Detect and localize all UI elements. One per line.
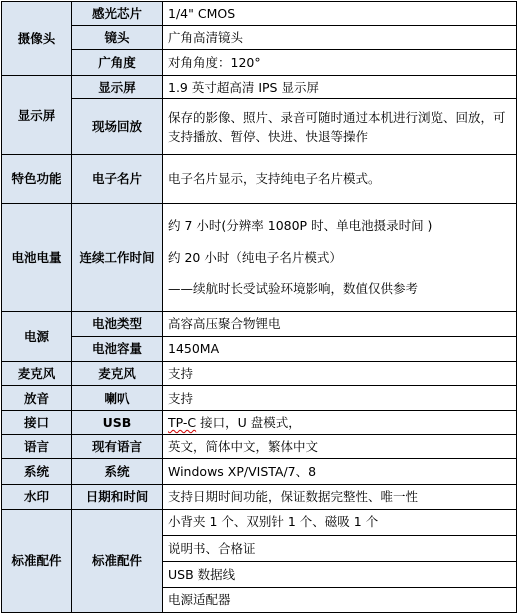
work-time-line-1: 约 7 小时(分辨率 1080P 时、单电池摄录时间 ) <box>168 218 433 234</box>
value-system: Windows XP/VISTA/7、8 <box>163 459 517 484</box>
value-languages: 英文，简体中文，繁体中文 <box>163 435 517 459</box>
category-accessories: 标准配件 <box>2 509 72 612</box>
value-datetime: 支持日期时间功能，保证数据完整性、唯一性 <box>163 484 517 509</box>
category-port: 接口 <box>2 411 72 435</box>
label-angle: 广角度 <box>72 50 163 76</box>
value-battery-type: 高容高压聚合物锂电 <box>163 311 517 336</box>
table-row <box>2 203 517 311</box>
label-mic: 麦克风 <box>72 362 163 386</box>
category-battery: 电池电量 <box>2 203 72 311</box>
table-row <box>2 509 517 535</box>
label-languages: 现有语言 <box>72 435 163 459</box>
table-row <box>2 337 517 362</box>
category-audio: 放音 <box>2 386 72 411</box>
value-work-time <box>163 203 517 311</box>
spec-table <box>1 1 517 613</box>
table-row <box>2 459 517 484</box>
value-usb <box>163 411 517 435</box>
label-sensor: 感光芯片 <box>72 2 163 26</box>
label-business-card: 电子名片 <box>72 155 163 203</box>
label-work-time: 连续工作时间 <box>72 203 163 311</box>
label-usb: USB <box>72 411 163 435</box>
table-row <box>2 484 517 509</box>
table-row <box>2 311 517 336</box>
value-sensor: 1/4" CMOS <box>163 2 517 26</box>
value-accessory-1: 小背夹 1 个、双别针 1 个、磁吸 1 个 <box>163 509 517 535</box>
label-battery-type: 电池类型 <box>72 311 163 336</box>
value-mic: 支持 <box>163 362 517 386</box>
table-row <box>2 2 517 26</box>
value-speaker: 支持 <box>163 386 517 411</box>
category-camera: 摄像头 <box>2 2 72 76</box>
label-playback: 现场回放 <box>72 99 163 155</box>
category-power: 电源 <box>2 311 72 361</box>
value-accessory-3: USB 数据线 <box>163 561 517 587</box>
label-display: 显示屏 <box>72 76 163 99</box>
value-usb-rest: 接口，U 盘模式， <box>196 415 301 431</box>
label-battery-capacity: 电池容量 <box>72 337 163 362</box>
table-row <box>2 50 517 76</box>
value-display: 1.9 英寸超高清 IPS 显示屏 <box>163 76 517 99</box>
table-row <box>2 411 517 435</box>
value-usb-type: TP-C <box>168 415 197 431</box>
value-playback: 保存的影像、照片、录音可随时通过本机进行浏览、回放，可支持播放、暂停、快进、快退等操作 <box>163 99 517 155</box>
category-mic: 麦克风 <box>2 362 72 386</box>
value-accessory-4: 电源适配器 <box>163 587 517 612</box>
table-row <box>2 76 517 99</box>
table-row <box>2 362 517 386</box>
work-time-line-2: 约 20 小时（纯电子名片模式） <box>168 249 342 265</box>
category-watermark: 水印 <box>2 484 72 509</box>
value-lens: 广角高清镜头 <box>163 26 517 50</box>
table-row <box>2 386 517 411</box>
value-business-card: 电子名片显示，支持纯电子名片模式。 <box>163 155 517 203</box>
label-accessories: 标准配件 <box>72 509 163 612</box>
category-special: 特色功能 <box>2 155 72 203</box>
value-angle: 对角角度：120° <box>163 50 517 76</box>
category-language: 语言 <box>2 435 72 459</box>
value-battery-capacity: 1450MA <box>163 337 517 362</box>
label-datetime: 日期和时间 <box>72 484 163 509</box>
label-lens: 镜头 <box>72 26 163 50</box>
table-row <box>2 99 517 155</box>
category-display: 显示屏 <box>2 76 72 155</box>
category-system: 系统 <box>2 459 72 484</box>
value-accessory-2: 说明书、合格证 <box>163 535 517 561</box>
table-row <box>2 155 517 203</box>
label-system: 系统 <box>72 459 163 484</box>
table-row <box>2 26 517 50</box>
label-speaker: 喇叭 <box>72 386 163 411</box>
table-row <box>2 435 517 459</box>
work-time-line-3: ——续航时长受试验环境影响，数值仅供参考 <box>168 280 419 296</box>
